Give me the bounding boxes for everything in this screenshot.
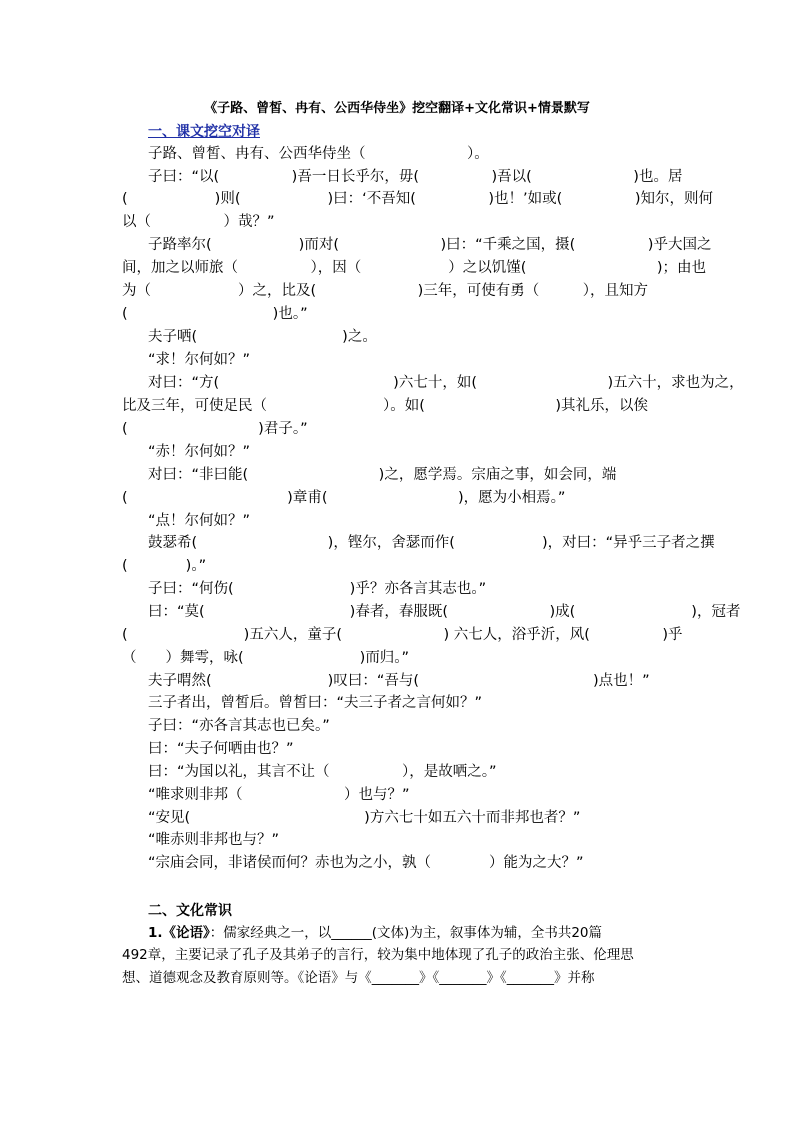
text-line: “赤！尔何如？” — [148, 444, 251, 460]
document-title: 《子路、曾皙、冉有、公西华侍坐》挖空翻译+文化常识+情景默写 — [204, 101, 590, 116]
culture-item-line: 想、道德观念及教育原则等。《论语》与《_______》《_______》《_______》并称 — [122, 970, 595, 986]
text-line: 曰：“夫子何哂由也？” — [148, 741, 294, 757]
culture-item-line — [148, 922, 602, 944]
text-line: 子曰：“何伤( )乎？亦各言其志也。” — [148, 581, 487, 597]
text-line: 夫子喟然( )叹曰：“吾与( )点也！” — [148, 673, 650, 689]
text-line: 三子者出，曾皙后。曾皙曰：“夫三子者之言何如？” — [148, 695, 483, 711]
text-line: 鼓瑟希( )，铿尔，舍瑟而作( )，对曰：“异乎三子者之撰 — [148, 535, 715, 551]
text-line: 比及三年，可使足民（ ）。如( )其礼乐，以俟 — [122, 398, 649, 414]
section-heading-culture: 二、文化常识 — [148, 903, 232, 919]
text-line: 为（ ）之，比及( )三年，可使有勇（ ），且知方 — [122, 283, 649, 299]
text-line: 夫子哂( )之。 — [148, 329, 377, 345]
text-line: ( )也。” — [122, 306, 308, 322]
text-line: 曰：“莫( )春者，春服既( )成( )，冠者 — [148, 604, 741, 620]
text-line: 对曰：“非曰能( )之，愿学焉。宗庙之事，如会同，端 — [148, 467, 617, 483]
text-line: “求！尔何如？” — [148, 352, 251, 368]
text-line: 间，加之以师旅（ ），因（ ）之以饥馑( )；由也 — [122, 260, 707, 276]
text-line: 对曰：“方( )六七十，如( )五六十，求也为之， — [148, 375, 744, 391]
text-line: “安见( )方六七十如五六十而非邦也者？” — [148, 810, 581, 826]
text-line: 子路率尔( )而对( )曰：“千乘之国，摄( )乎大国之 — [148, 237, 712, 253]
item-text: ：儒家经典之一，以______(文体)为主，叙事体为辅，全书共20篇 — [209, 925, 602, 941]
text-line: 以（ ）哉？” — [122, 214, 275, 230]
text-line: ( )五六人，童子( ) 六七人，浴乎沂，风( )乎 — [122, 627, 683, 643]
text-line: 子路、曾皙、冉有、公西华侍坐（ ）。 — [148, 146, 489, 162]
text-line: “点！尔何如？” — [148, 513, 251, 529]
text-line: ( )章甫( )，愿为小相焉。” — [122, 490, 566, 506]
text-line: ( )则( )曰：‘不吾知( )也！’如或( )知尔，则何 — [122, 191, 713, 207]
text-line: 子曰：“亦各言其志也已矣。” — [148, 718, 330, 734]
culture-item-line: 492章，主要记录了孔子及其弟子的言行，较为集中地体现了孔子的政治主张、伦理思 — [122, 947, 634, 963]
text-line: （ ）舞雩，咏( )而归。” — [122, 650, 410, 666]
text-line: 曰：“为国以礼，其言不让（ ），是故哂之。” — [148, 764, 497, 780]
text-line: ( )。” — [122, 558, 207, 574]
text-line: “唯赤则非邦也与？” — [148, 832, 280, 848]
item-number: 1. — [148, 925, 163, 941]
text-line: “唯求则非邦（ ）也与？” — [148, 787, 410, 803]
text-line: 子曰：“以( )吾一日长乎尔，毋( )吾以( )也。居 — [148, 169, 683, 185]
text-line: “宗庙会同，非诸侯而何？赤也为之小，孰（ ）能为之大？” — [148, 855, 584, 871]
section-heading-translation: 一、课文挖空对译 — [148, 124, 260, 140]
text-line: ( )君子。” — [122, 421, 308, 437]
item-term: 《论语》 — [162, 925, 210, 941]
